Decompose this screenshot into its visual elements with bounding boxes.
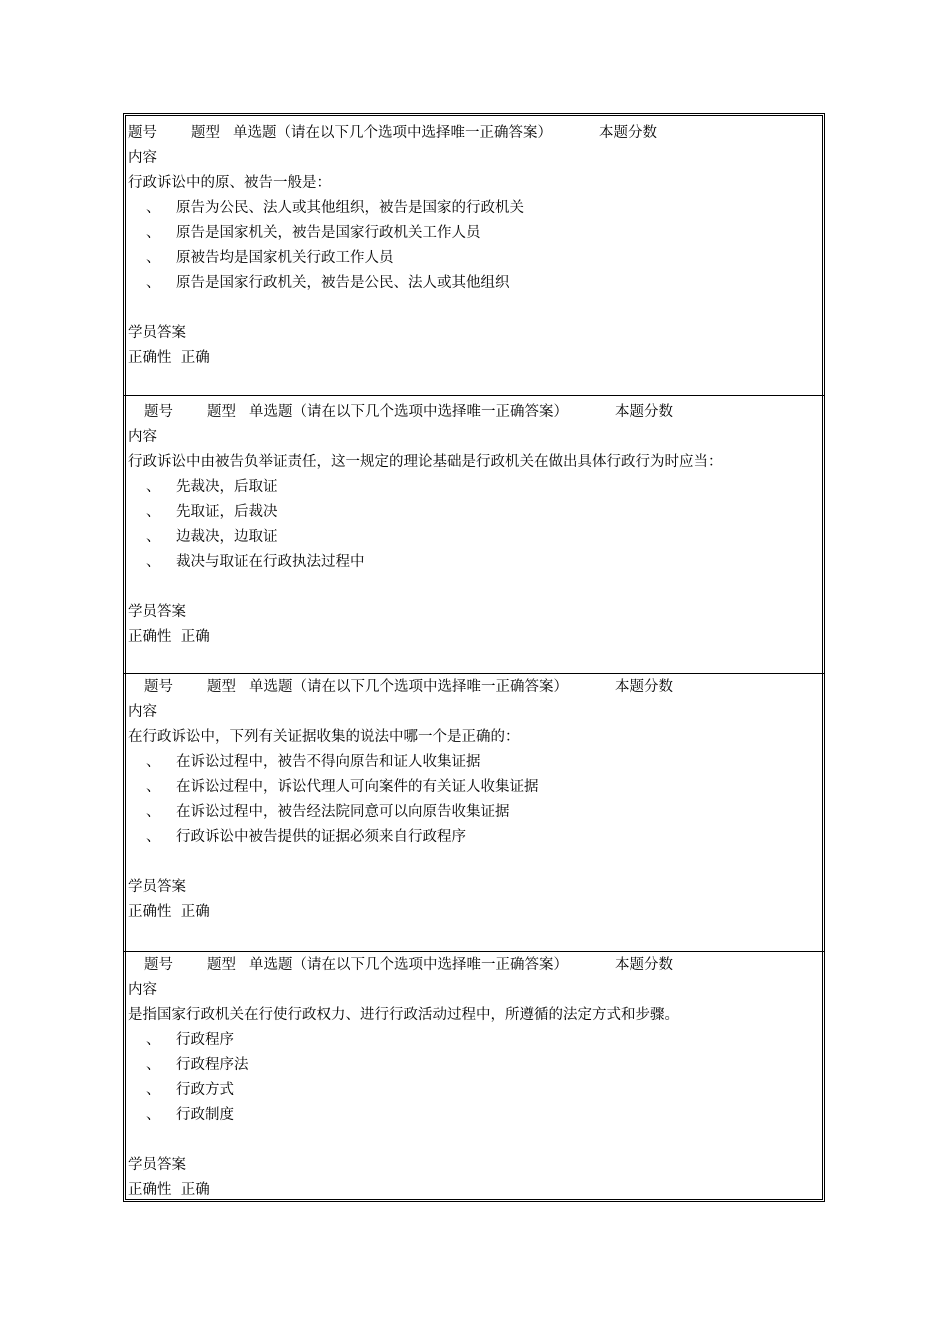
- question-type-value: 单选题（请在以下几个选项中选择唯一正确答案）: [249, 404, 568, 420]
- questions-table: [123, 113, 825, 1202]
- correctness-value: 正确: [180, 904, 210, 920]
- question-block-4: 题号 题型 单选题（请在以下几个选项中选择唯一正确答案） 本题分数 内容 是指国家行政机关在行使行政权力、进行行政活动过程中，所遵循的法定方式和步骤。 、 行政程序 、 行政程序法 、 行政方式 、 行政制度 学员答案 正确性 正确: [124, 951, 824, 1201]
- student-answer-label: 学员答案: [128, 604, 186, 620]
- question-number-label: 题号: [144, 679, 173, 695]
- question-type-value: 单选题（请在以下几个选项中选择唯一正确答案）: [249, 679, 568, 695]
- student-answer-label: 学员答案: [128, 325, 186, 341]
- question-type-value: 单选题（请在以下几个选项中选择唯一正确答案）: [249, 957, 568, 973]
- question-score-label: 本题分数: [615, 679, 673, 695]
- correctness-value: 正确: [180, 1182, 210, 1198]
- question-block-2: 题号 题型 单选题（请在以下几个选项中选择唯一正确答案） 本题分数 内容 行政诉讼中由被告负举证责任，这一规定的理论基础是行政机关在做出具体行政行为时应当： 、 先裁决，后取证 、 先取证，后裁决 、 边裁决，边取证 、 裁决与取证在行政执法过程中 学员答案 正确性 正确: [124, 395, 824, 673]
- question-type-label: 题型: [207, 957, 236, 973]
- question-header: [144, 400, 673, 425]
- correctness-row: [128, 625, 210, 650]
- correctness-row: [128, 900, 210, 925]
- question-type-value: 单选题（请在以下几个选项中选择唯一正确答案）: [233, 125, 552, 141]
- correctness-row: [128, 1178, 210, 1203]
- content-label: 内容: [128, 704, 157, 720]
- question-header: [144, 953, 673, 978]
- question-block-1: 题号 题型 单选题（请在以下几个选项中选择唯一正确答案） 本题分数 内容 行政诉讼中的原、被告一般是： 、 原告为公民、法人或其他组织，被告是国家的行政机关 、 原告是国家机关，被告是国家行政机关工作人员 、 原被告均是国家机关行政工作人员 、 原告是国家行政机关，被告是公民、法人或其他组织 学员答案 正确性 正确: [124, 114, 824, 395]
- content-label: 内容: [128, 429, 157, 445]
- question-score-label: 本题分数: [599, 125, 657, 141]
- content-label: 内容: [128, 150, 157, 166]
- student-answer-label: 学员答案: [128, 1157, 186, 1173]
- question-type-label: 题型: [207, 679, 236, 695]
- question-number-label: 题号: [144, 957, 173, 973]
- question-stem: 是指国家行政机关在行使行政权力、进行行政活动过程中，所遵循的法定方式和步骤。: [128, 1007, 679, 1023]
- question-type-label: 题型: [207, 404, 236, 420]
- question-stem: 行政诉讼中由被告负举证责任，这一规定的理论基础是行政机关在做出具体行政行为时应当：: [128, 454, 723, 470]
- question-stem: 在行政诉讼中，下列有关证据收集的说法中哪一个是正确的：: [128, 729, 520, 745]
- question-header: [128, 121, 657, 146]
- question-stem: 行政诉讼中的原、被告一般是：: [128, 175, 331, 191]
- question-block-3: 题号 题型 单选题（请在以下几个选项中选择唯一正确答案） 本题分数 内容 在行政诉讼中，下列有关证据收集的说法中哪一个是正确的： 、 在诉讼过程中，被告不得向原告和证人收集证据 、 在诉讼过程中，诉讼代理人可向案件的有关证人收集证据 、 在诉讼过程中，被告经法院同意可以向原告收集证据 、 行政诉讼中被告提供的证据必须来自行政程序 学员答案 正确性 正确: [124, 673, 824, 951]
- correctness-label: 正确性: [128, 350, 172, 366]
- correctness-label: 正确性: [128, 629, 172, 645]
- content-label: 内容: [128, 982, 157, 998]
- question-type-label: 题型: [191, 125, 220, 141]
- question-score-label: 本题分数: [615, 957, 673, 973]
- question-number-label: 题号: [144, 404, 173, 420]
- correctness-label: 正确性: [128, 1182, 172, 1198]
- correctness-row: [128, 346, 210, 371]
- student-answer-label: 学员答案: [128, 879, 186, 895]
- question-header: [144, 675, 673, 700]
- correctness-value: 正确: [180, 629, 210, 645]
- question-number-label: 题号: [128, 125, 157, 141]
- correctness-value: 正确: [180, 350, 210, 366]
- question-score-label: 本题分数: [615, 404, 673, 420]
- correctness-label: 正确性: [128, 904, 172, 920]
